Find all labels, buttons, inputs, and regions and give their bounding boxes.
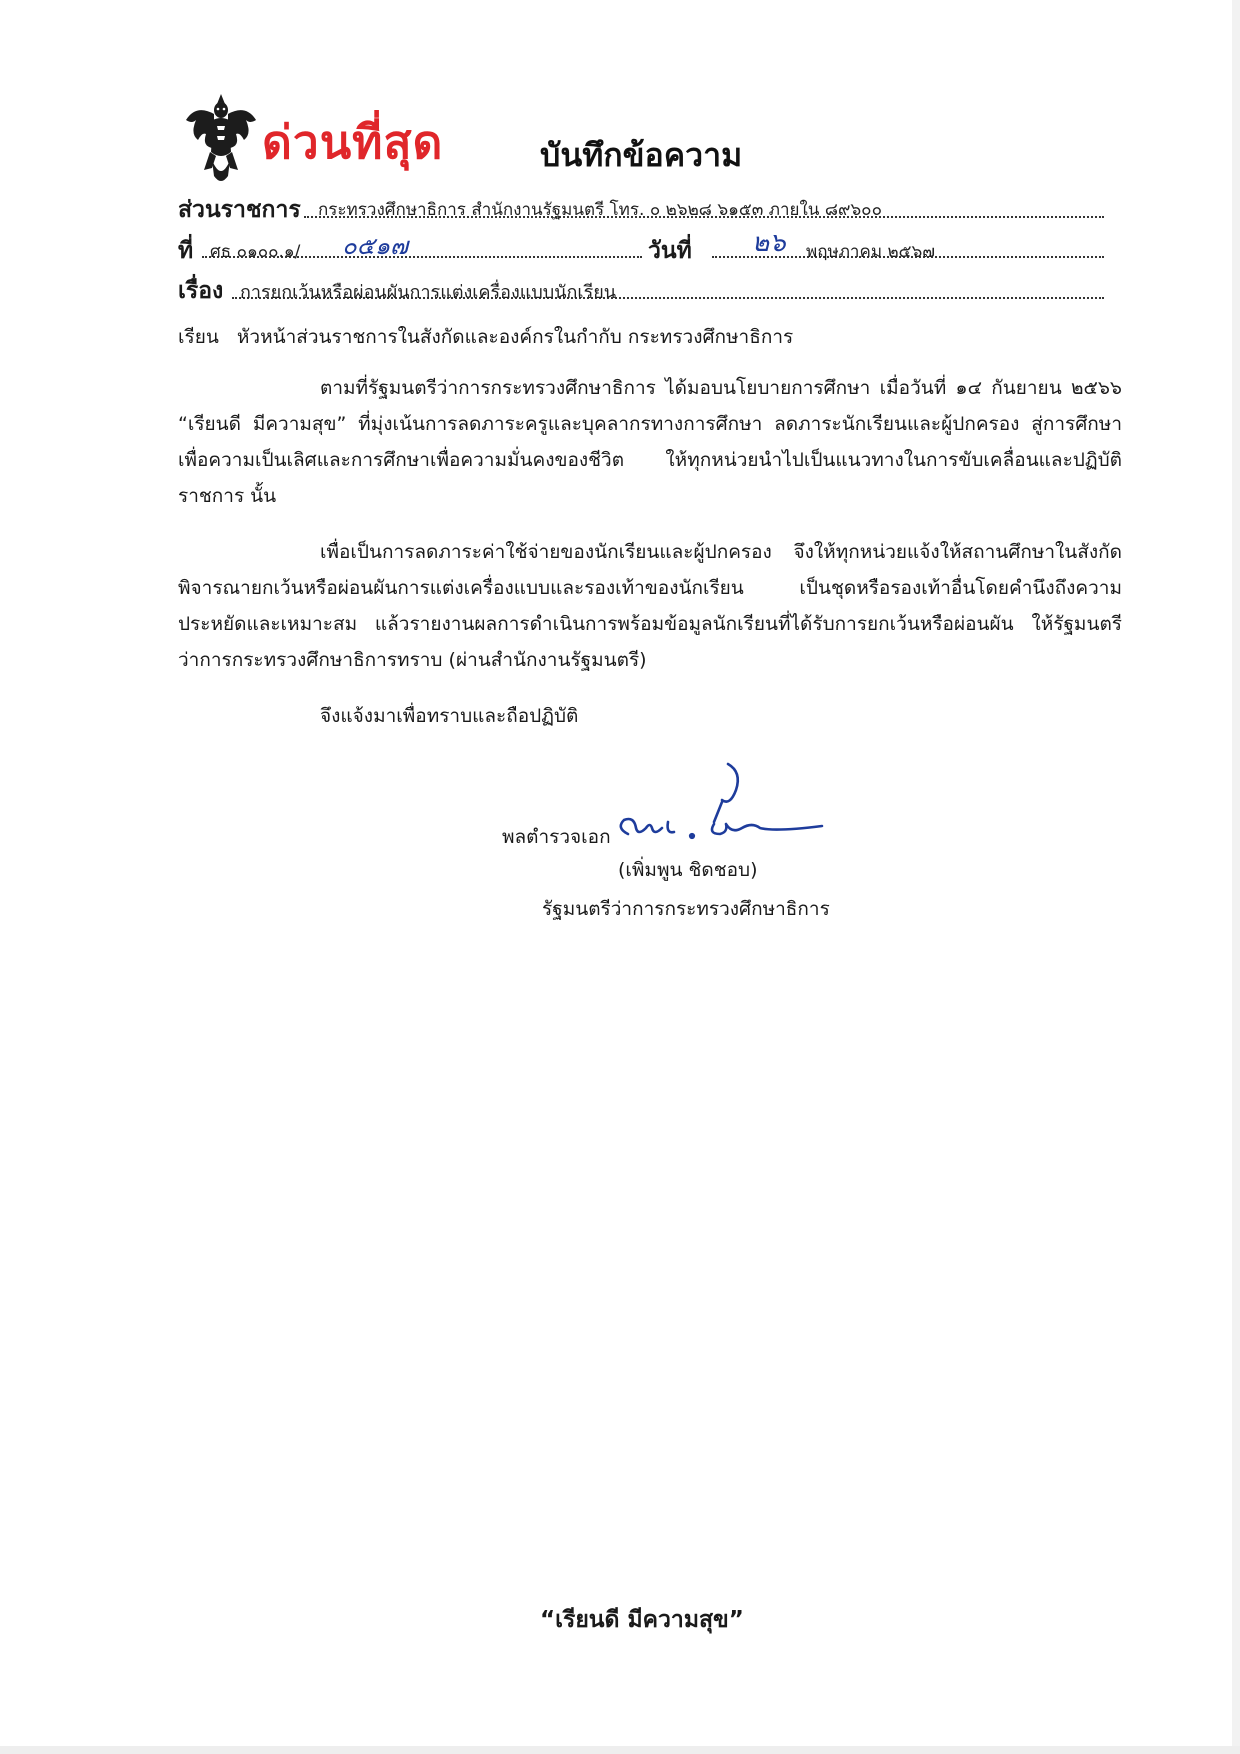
salutation-value: หัวหน้าส่วนราชการในสังกัดและองค์กรในกำกับ กระทรวงศึกษาธิการ [236,326,794,348]
ref-value: ศธ ๐๑๐๐.๑/ [210,242,301,262]
body-paragraph-1 [178,370,1122,514]
signer-position: รัฐมนตรีว่าการกระทรวงศึกษาธิการ [542,898,830,920]
garuda-emblem-icon [182,90,260,186]
signer-name: (เพิ่มพูน ชิดชอบ) [618,859,758,881]
memo-title: บันทึกข้อความ [540,136,743,174]
body-paragraph-2 [178,534,1122,678]
scan-bottom-shadow [0,1746,1240,1754]
urgency-stamp: ด่วนที่สุด [262,115,444,169]
agency-value: กระทรวงศึกษาธิการ สำนักงานรัฐมนตรี โทร. ๐ ๒๖๒๘ ๖๑๕๓ ภายใน ๘๙๖๐๐ [318,200,882,220]
date-value: พฤษภาคม ๒๕๖๗ [806,242,936,262]
ref-label: ที่ [178,238,194,264]
signer-rank: พลตำรวจเอก [502,826,611,848]
subject-row [178,273,223,309]
date-label: วันที่ [648,238,692,264]
footer-slogan: “เรียนดี มีความสุข” [540,1607,744,1633]
handwritten-signature [610,762,830,862]
closing-text: จึงแจ้งมาเพื่อทราบและถือปฏิบัติ [320,705,579,727]
agency-label: ส่วนราชการ [178,197,301,223]
ref-row [178,233,193,269]
scan-edge-shadow [1232,0,1240,1754]
salutation-label: เรียน [178,326,219,348]
paragraph-2-text: เพื่อเป็นการลดภาระค่าใช้จ่ายของนักเรียนและผู้ปกครอง จึงให้ทุกหน่วยแจ้งให้สถานศึกษาในสังกัด พิจารณายกเว้นหรือผ่อนผันการแต่งเครื่องแบบและรองเท้าของนักเรียน เป็นชุดหรือรองเท้าอื่นโดยคำนึงถึงความประหยัดและเหมาะสม แล้วรายงานผลการดำเนินการพร้อมข้อมูลนักเรียนที่ได้รับการยกเว้นหรือผ่อนผัน ให้รัฐมนตรีว่าการกระทรวงศึกษาธิการทราบ (ผ่านสำนักงานรัฐมนตรี) [178,541,1122,671]
paragraph-1-text: ตามที่รัฐมนตรีว่าการกระทรวงศึกษาธิการ ได้มอบนโยบายการศึกษา เมื่อวันที่ ๑๔ กันยายน ๒๕๖๖ “เรียนดี มีความสุข” ที่มุ่งเน้นการลดภาระครูและบุคลากรทางการศึกษา ลดภาระนักเรียนและผู้ปกครอง สู่การศึกษาเพื่อความเป็นเลิศและการศึกษาเพื่อความมั่นคงของชีวิต ให้ทุกหน่วยนำไปเป็นแนวทางในการขับเคลื่อนและปฏิบัติราชการ นั้น [178,377,1122,507]
ref-number-handwritten: ๐๕๑๗ [342,232,409,260]
subject-label: เรื่อง [178,278,224,304]
date-day-handwritten: ๒๖ [752,228,786,258]
closing-line [178,698,1122,734]
subject-value: การยกเว้นหรือผ่อนผันการแต่งเครื่องแบบนักเรียน [240,282,617,303]
salutation [178,322,793,352]
agency-row [178,192,301,228]
